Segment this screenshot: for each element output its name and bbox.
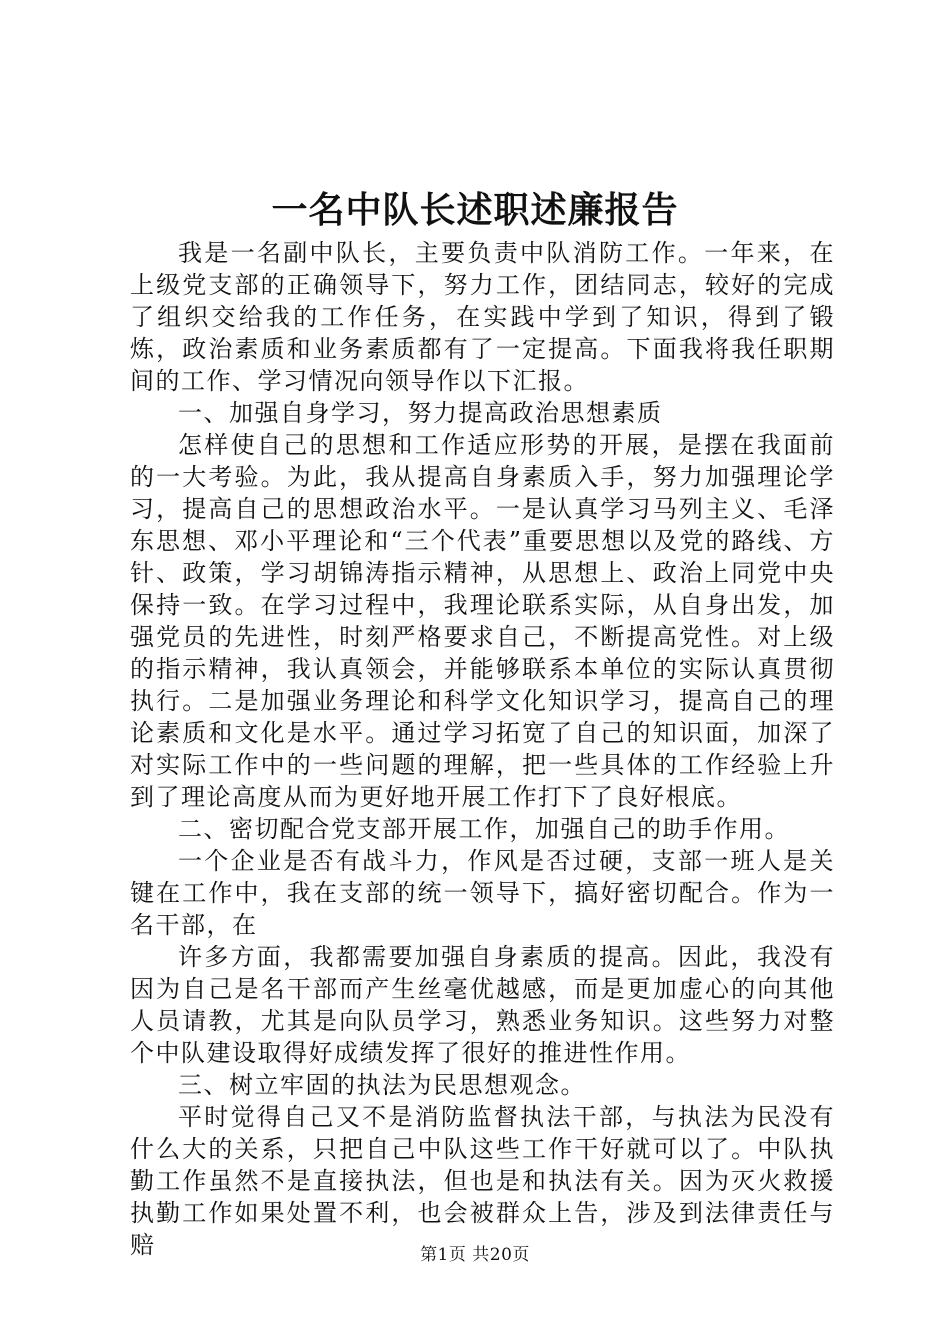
paragraph-intro: 我是一名副中队长，主要负责中队消防工作。一年来，在上级党支部的正确领导下，努力工作，团结同志，较好的完成了组织交给我的工作任务，在实践中学到了知识，得到了锻炼，政治素质和业务素质都有了一定提高。下面我将我任职期间的工作、学习情况向领导作以下汇报。	[130, 239, 835, 395]
document-title: 一名中队长述职述廉报告	[271, 189, 679, 231]
section-heading-1: 一、加强自身学习，努力提高政治思想素质	[178, 399, 663, 427]
section-heading-2: 二、密切配合党支部开展工作，加强自己的助手作用。	[178, 815, 790, 843]
paragraph-section-2a: 一个企业是否有战斗力，作风是否过硬，支部一班人是关键在工作中，我在支部的统一领导下，搞好密切配合。作为一名干部，在	[130, 847, 835, 939]
document-body	[130, 237, 835, 1261]
paragraph-section-2b: 许多方面，我都需要加强自身素质的提高。因此，我没有因为自己是名干部而产生丝毫优越感，而是更加虚心的向其他人员请教，尤其是向队员学习，熟悉业务知识。这些努力对整个中队建设取得好成绩发挥了很好的推进性作用。	[130, 943, 835, 1067]
paragraph-section-1: 怎样使自己的思想和工作适应形势的开展，是摆在我面前的一大考验。为此，我从提高自身素质入手，努力加强理论学习，提高自己的思想政治水平。一是认真学习马列主义、毛泽东思想、邓小平理论和“三个代表”重要思想以及党的路线、方针、政策，学习胡锦涛指示精神，从思想上、政治上同党中央保持一致。在学习过程中，我理论联系实际，从自身出发，加强党员的先进性，时刻严格要求自己，不断提高党性。对上级的指示精神，我认真领会，并能够联系本单位的实际认真贯彻执行。二是加强业务理论和科学文化知识学习，提高自己的理论素质和文化是水平。通过学习拓宽了自己的知识面，加深了对实际工作中的一些问题的理解，把一些具体的工作经验上升到了理论高度从而为更好地开展工作打下了良好根底。	[130, 431, 835, 811]
section-heading-3: 三、树立牢固的执法为民思想观念。	[178, 1071, 586, 1099]
page-number-footer: 第1页 共20页	[420, 1245, 530, 1265]
paragraph-section-3: 平时觉得自己又不是消防监督执法干部，与执法为民没有什么大的关系，只把自己中队这些工作干好就可以了。中队执勤工作虽然不是直接执法，但也是和执法有关。因为灭火救援执勤工作如果处置不利，也会被群众上告，涉及到法律责任与赔	[130, 1103, 835, 1259]
